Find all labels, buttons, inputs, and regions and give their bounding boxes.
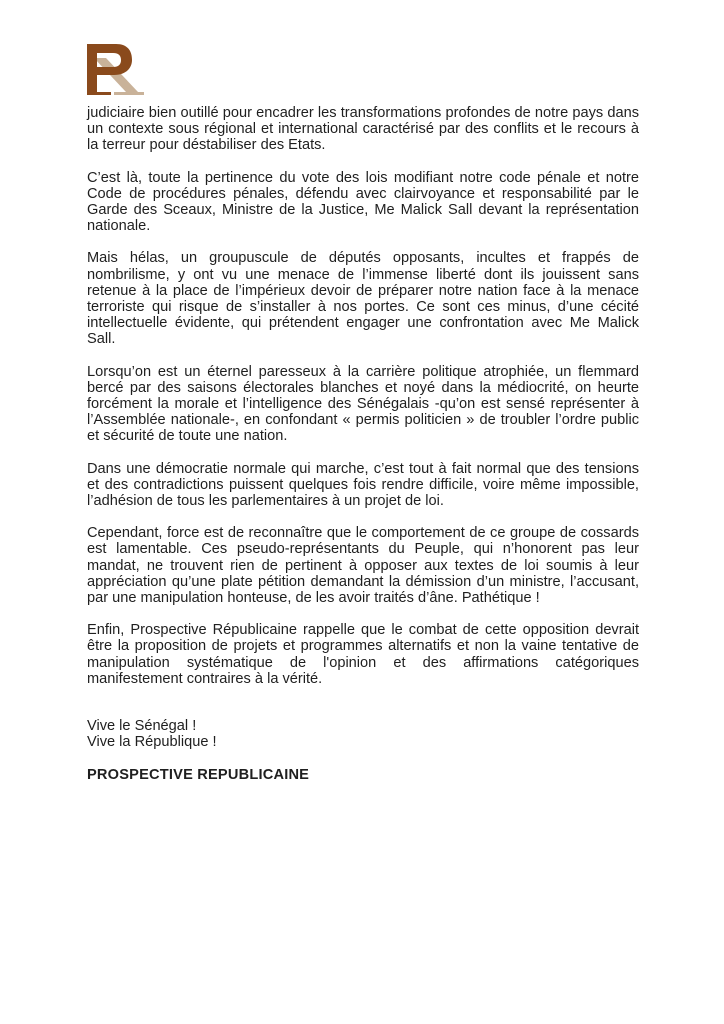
closing-salutation: [87, 718, 639, 750]
paragraph-4: Lorsqu’on est un éternel paresseux à la carrière politique atrophiée, un flemmard bercé par des saisons électorales blanches et noyé dans la médiocrité, on heurte forcément la morale et l’intelligence des Sénégalais -qu’on est sensé représenter à l’Assemblée nationale-, en confondant « permis politicien » de troubler l’ordre public et sécurité de toute une nation.: [87, 363, 639, 445]
paragraph-3: Mais hélas, un groupuscule de députés opposants, incultes et frappés de nombrilisme, y ont vu une menace de l’immense liberté dont ils jouissent sans retenue à la place de l’impérieux devoir de préparer notre nation face à la menace terroriste qui risque de s’installer à nos portes. Ce sont ces minus, d’une cécité intellectuelle évidente, qui prétendent engager une confrontation avec Me Malick Sall.: [87, 250, 639, 348]
paragraph-2: C’est là, toute la pertinence du vote des lois modifiant notre code pénale et notre Code de procédures pénales, défendu avec clairvoyance et responsabilité par le Garde des Sceaux, Ministre de la Justice, Me Malick Sall devant la représentation nationale.: [87, 169, 639, 235]
paragraph-6: Cependant, force est de reconnaître que le comportement de ce groupe de cossards est lamentable. Ces pseudo-représentants du Peuple, qui n’honorent pas leur mandat, ne trouvent rien de pertinent à opposer aux textes de loi soumis à leur appréciation qu’une plate pétition demandant la démission d’un ministre, l’accusant, par une manipulation honteuse, de les avoir traités d’âne. Pathétique !: [87, 525, 639, 607]
paragraph-5: Dans une démocratie normale qui marche, c’est tout à fait normal que des tensions et des contradictions puissent quelques fois rendre difficile, voire même impossible, l’adhésion de tous les parlementaires à un projet de loi.: [87, 460, 639, 510]
paragraph-1: judiciaire bien outillé pour encadrer les transformations profondes de notre pays dans un contexte sous régional et international caractérisé par des conflits et le recours à la terreur pour déstabiliser des Etats.: [87, 105, 639, 154]
logo-r-mark-icon: [86, 42, 156, 98]
closing-line-republique: Vive la République !: [87, 734, 217, 751]
paragraph-7: Enfin, Prospective Républicaine rappelle que le combat de cette opposition devrait être la proposition de projets et programmes alternatifs et non la vaine tentative de manipulation systématique de l'opinion et des affirmations catégoriques manifestement contraires à la vérité.: [87, 622, 639, 687]
signature: PROSPECTIVE REPUBLICAINE: [87, 766, 310, 783]
document-body: [87, 105, 639, 783]
closing-line-senegal: Vive le Sénégal !: [87, 718, 197, 735]
organization-logo: [86, 42, 156, 98]
